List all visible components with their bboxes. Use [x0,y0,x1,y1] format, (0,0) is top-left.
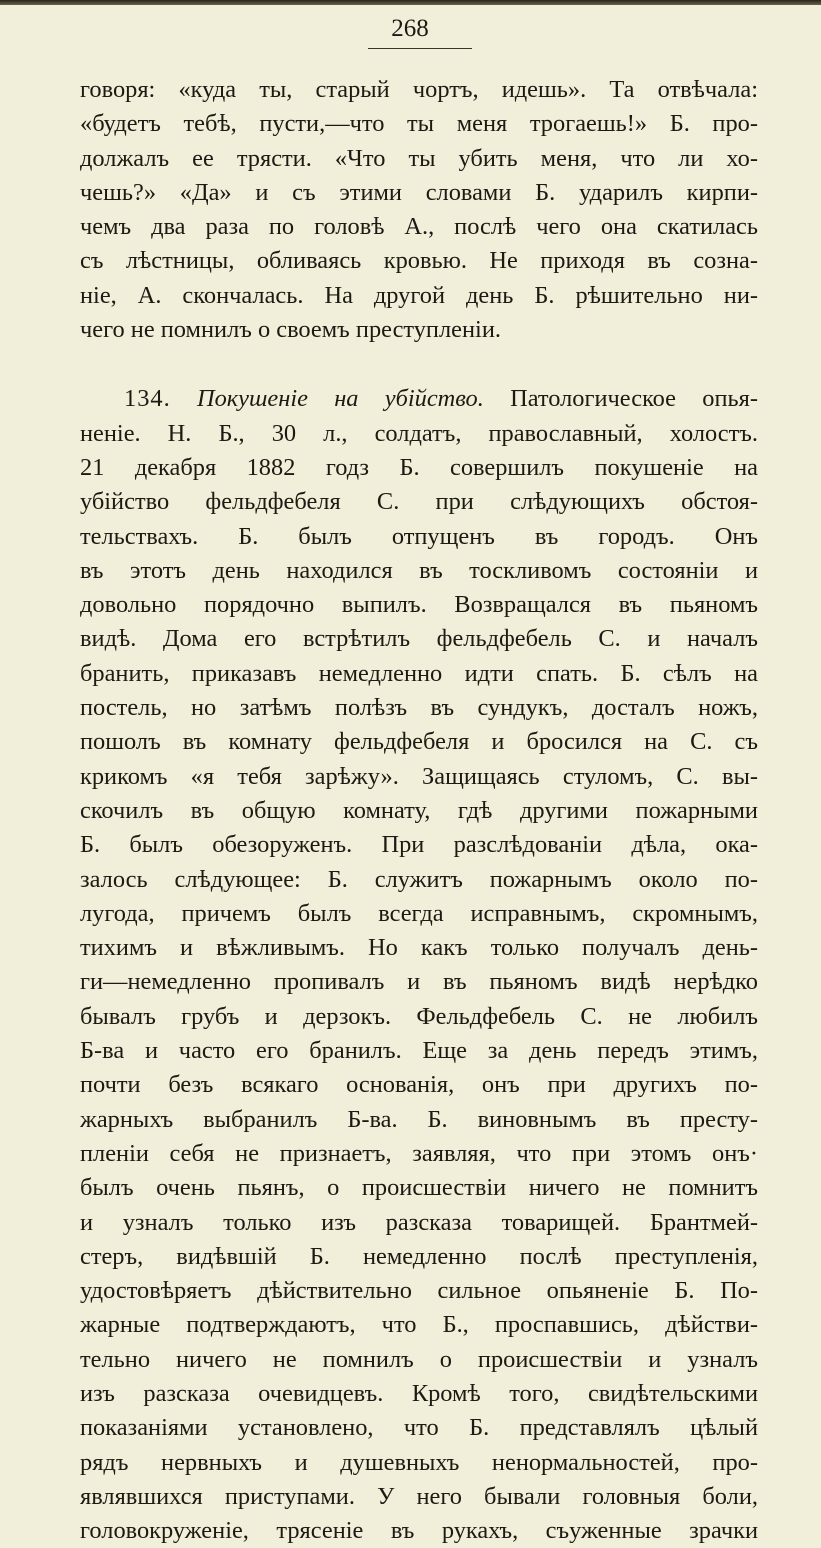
text-line: убiйство фельдфебеля С. при слѣдующихъ обстоя- [80,488,758,516]
text-line: тельно ничего не помнилъ о происшествiи и узналъ [80,1345,758,1373]
text-line: головокруженiе, трясенiе въ рукахъ, съуженные зрачки [80,1517,758,1545]
text-line: жарные подтверждаютъ, что Б., проспавшись, дѣйстви- [80,1311,758,1339]
paragraph-gap [80,347,758,382]
case-134-paragraph [80,382,758,1548]
text-line: почти безъ всякаго основанiя, онъ при другихъ по- [80,1071,758,1099]
page-number: 268 [391,15,429,42]
text-line: довольно порядочно выпилъ. Возвращался въ пьяномъ [80,591,758,619]
text-line: видѣ. Дома его встрѣтилъ фельдфебель С. и началъ [80,625,758,653]
text-line: удостовѣряетъ дѣйствительно сильное опьяненiе Б. По- [80,1277,758,1305]
case-number: 134. [124,385,171,413]
text-line: въ этотъ день находился въ тоскливомъ состоянiи и [80,556,758,584]
case-heading-rest: Патологическое опья- [510,385,758,413]
text-line: бывалъ грубъ и дерзокъ. Фельдфебель С. не любилъ [80,1002,758,1030]
paragraph-continuation [80,73,758,347]
text-line: чешь?» «Да» и съ этими словами Б. ударилъ кирпи- [80,178,758,206]
text-line: ненiе. Н. Б., 30 л., солдатъ, православный, холостъ. [80,419,758,447]
text-line: являвшихся приступами. У него бывали головныя боли, [80,1482,758,1510]
case-heading-line [80,382,758,416]
text-line: чемъ два раза по головѣ А., послѣ чего она скатилась [80,213,758,241]
text-line: говоря: «куда ты, старый чортъ, идешь». Та отвѣчала: [80,76,758,103]
text-line: и узналъ только изъ разсказа товарищей. Брантмей- [80,1208,758,1236]
text-line: тихимъ и вѣжливымъ. Но какъ только получалъ день- [80,934,758,962]
text-line: залось слѣдующее: Б. служитъ пожарнымъ около по- [80,865,758,893]
text-line: ги—немедленно пропивалъ и въ пьяномъ видѣ нерѣдко [80,968,758,996]
text-line: стеръ, видѣвшiй Б. немедленно послѣ преступленiя, [80,1242,758,1270]
page-body [80,73,758,1548]
text-line: скочилъ въ общую комнату, гдѣ другими пожарными [80,796,758,824]
text-line: 21 декабря 1882 годз Б. совершилъ покушенiе на [80,453,758,481]
text-line: съ лѣстницы, обливаясь кровью. Не приходя въ созна- [80,247,758,275]
text-line: постель, но затѣмъ полѣзъ въ сундукъ, досталъ ножъ, [80,694,758,722]
text-line: Б. былъ обезоруженъ. При разслѣдованiи дѣла, ока- [80,831,758,859]
text-line: жарныхъ выбранилъ Б-ва. Б. виновнымъ въ престу- [80,1105,758,1133]
text-line: былъ очень пьянъ, о происшествiи ничего не помнитъ [80,1174,758,1202]
text-line: крикомъ «я тебя зарѣжу». Защищаясь стуломъ, С. вы- [80,762,758,790]
text-line: должалъ ее трясти. «Что ты убить меня, что ли хо- [80,144,758,172]
text-line: рядъ нервныхъ и душевныхъ ненормальностей, про- [80,1448,758,1476]
case-title: Покушенiе на убiйство. [196,385,484,413]
text-line: изъ разсказа очевидцевъ. Кромѣ того, свидѣтельскими [80,1379,758,1407]
header-rule [368,48,472,49]
text-line: пленiи себя не признаетъ, заявляя, что при этомъ онъ· [80,1139,758,1167]
text-line: чего не помнилъ о своемъ преступленiи. [80,316,501,344]
text-line: «будетъ тебѣ, пусти,—что ты меня трогаешь!» Б. про- [80,110,758,138]
text-line: бранить, приказавъ немедленно идти спать. Б. сѣлъ на [80,659,758,687]
text-line: Б-ва и часто его бранилъ. Еще за день передъ этимъ, [80,1037,758,1065]
text-line: нiе, А. скончалась. На другой день Б. рѣшительно ни- [80,281,758,309]
text-line: лугода, причемъ былъ всегда исправнымъ, скромнымъ, [80,899,758,927]
top-border-rule [0,0,821,5]
text-line: показанiями установлено, что Б. представлялъ цѣлый [80,1414,758,1442]
text-line: тельствахъ. Б. былъ отпущенъ въ городъ. Онъ [80,522,758,550]
text-line: пошолъ въ комнату фельдфебеля и бросился на С. съ [80,728,758,756]
